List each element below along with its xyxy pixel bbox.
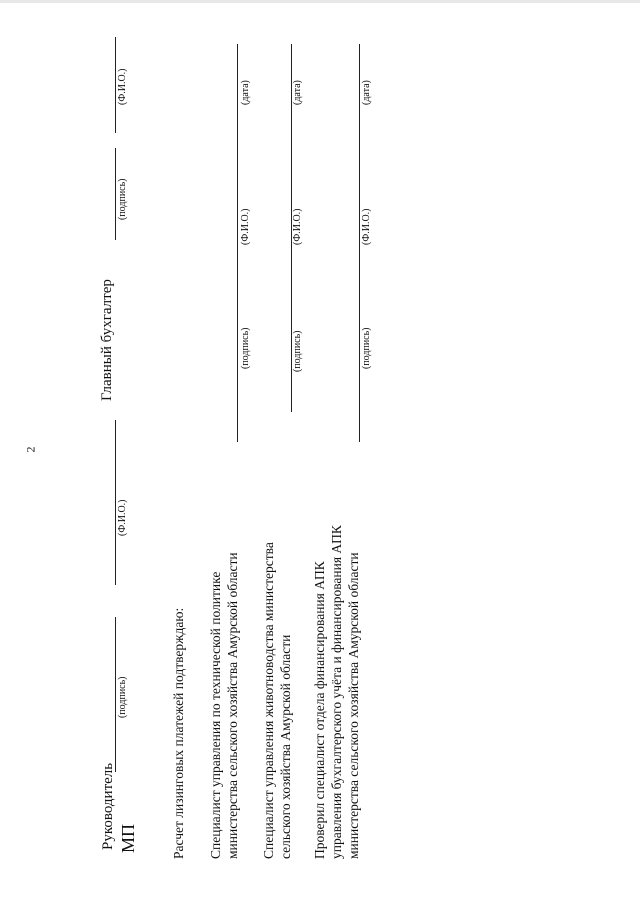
spec2-date-label: (дата)	[292, 80, 303, 105]
spec3-signature-line	[359, 242, 360, 442]
spec1-line2: министерства сельского хозяйства Амурской области	[225, 552, 240, 859]
stamp-label: МП	[118, 823, 138, 853]
spec2-name-label: (Ф.И.О.)	[292, 208, 303, 245]
spec1-name-label: (Ф.И.О.)	[240, 208, 251, 245]
spec2-line2: сельского хозяйства Амурской области	[278, 634, 293, 859]
spec3-line2: управления бухгалтерского учёта и финансирования АПК	[329, 525, 344, 859]
accountant-name-line	[115, 37, 116, 133]
spec3-date-label: (дата)	[361, 80, 372, 105]
spec3-date-line	[359, 44, 360, 159]
head-name-label: (Ф.И.О.)	[117, 499, 128, 536]
accountant-signature-label: (подпись)	[117, 178, 128, 220]
accountant-signature-line	[115, 148, 116, 240]
spec1-name-line	[237, 159, 238, 269]
accountant-title: Главный бухгалтер	[99, 279, 115, 401]
head-signature-line	[115, 617, 116, 772]
spec2-line1: Специалист управления животноводства министерства	[261, 542, 276, 859]
spec1-signature-line	[237, 242, 238, 442]
accountant-name-label: (Ф.И.О.)	[117, 68, 128, 105]
spec2-signature-label: (подпись)	[292, 330, 303, 372]
spec1-signature-label: (подпись)	[240, 327, 251, 369]
spec1-date-line	[237, 44, 238, 159]
spec3-line1: Проверил специалист отдела финансирования АПК	[312, 561, 327, 859]
spec1-line1: Специалист управления по технической политике	[208, 571, 223, 859]
head-signature-label: (подпись)	[117, 676, 128, 718]
confirm-text: Расчет лизинговых платежей подтверждаю:	[171, 607, 186, 859]
spec1-date-label: (дата)	[240, 80, 251, 105]
spec3-name-line	[359, 159, 360, 269]
spec3-name-label: (Ф.И.О.)	[361, 208, 372, 245]
head-title: Руководитель	[100, 762, 116, 850]
head-name-line	[115, 420, 116, 585]
spec3-line3: министерства сельского хозяйства Амурской области	[346, 552, 361, 859]
spec3-signature-label: (подпись)	[361, 327, 372, 369]
page-number: 2	[23, 446, 38, 453]
